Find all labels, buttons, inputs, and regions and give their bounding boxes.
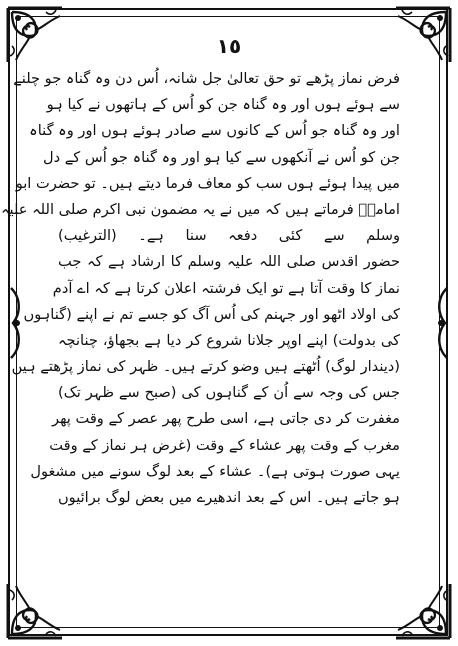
page-number: ١٥ [216, 34, 242, 58]
text-line: جن کو اُس نے آنکھوں سے کیا ہو اور وہ گناہ جو اُس کے دل [43, 148, 400, 166]
text-line: حضور اقدس صلی اللہ علیہ وسلم کا ارشاد ہے کہ جب [58, 253, 400, 271]
corner-ornament-icon [394, 582, 452, 640]
text-line: جس کی وجہ سے اُن کے گناہوں کی (صبح سے ظہر تک) [58, 384, 400, 402]
text-line: اور وہ گناہ جو اُس کے کانوں سے صادر ہوئے ہوں اور وہ گناہ [29, 122, 400, 140]
text-line: یہی صورت ہوتی ہے)۔ عشاء کے بعد لوگ سونے میں مشغول [30, 462, 400, 480]
text-line: کی بدولت) اپنے اوپر جلانا شروع کر دیا ہے بجھاؤ، چنانچہ [58, 331, 400, 349]
text-line: سے ہوئے ہوں اور وہ گناہ جن کو اُس کے ہاتھوں نے کیا ہو [46, 96, 400, 114]
text-line: مغرب کے وقت پھر عشاء کے وقت (غرض ہر نماز کے وقت [49, 436, 400, 454]
text-line: (دیندار لوگ) اُٹھتے ہیں وضو کرتے ہیں۔ ظہر کی نماز پڑھتے ہیں [11, 358, 400, 376]
text-line: میں پیدا ہوئے ہوں سب کو معاف فرما دیتے ہیں۔ تو حضرت ابو [15, 174, 400, 192]
corner-ornament-icon [6, 582, 64, 640]
text-line: امامہؓ فرماتے ہیں کہ میں نے یہ مضمون نبی اکرم صلی اللہ علیہ [1, 200, 400, 218]
text-line: مغفرت کر دی جاتی ہے، اسی طرح پھر عصر کے وقت پھر [52, 410, 400, 428]
text-line: نماز کا وقت آتا ہے تو ایک فرشتہ اعلان کرتا ہے کہ اے آدم [52, 279, 400, 297]
side-ornament-icon [435, 288, 449, 358]
text-line: کی اولاد اٹھو اور جہنم کی اُس آگ کو جسے تم نے اپنے (گناہوں [23, 305, 400, 323]
urdu-text-body [1, 66, 400, 511]
side-ornament-icon [9, 288, 23, 358]
text-line-with-reference: وسلم سے کئی دفعہ سنا ہے۔ (الترغیب) [58, 227, 400, 245]
text-line: فرض نماز پڑھے تو حق تعالیٰ جل شانہ، اُس دن وہ گناہ جو چلنے [13, 70, 400, 87]
text-line: ہو جاتے ہیں۔ اس کے بعد اندھیرے میں بعض لوگ برائیوں [57, 489, 400, 506]
